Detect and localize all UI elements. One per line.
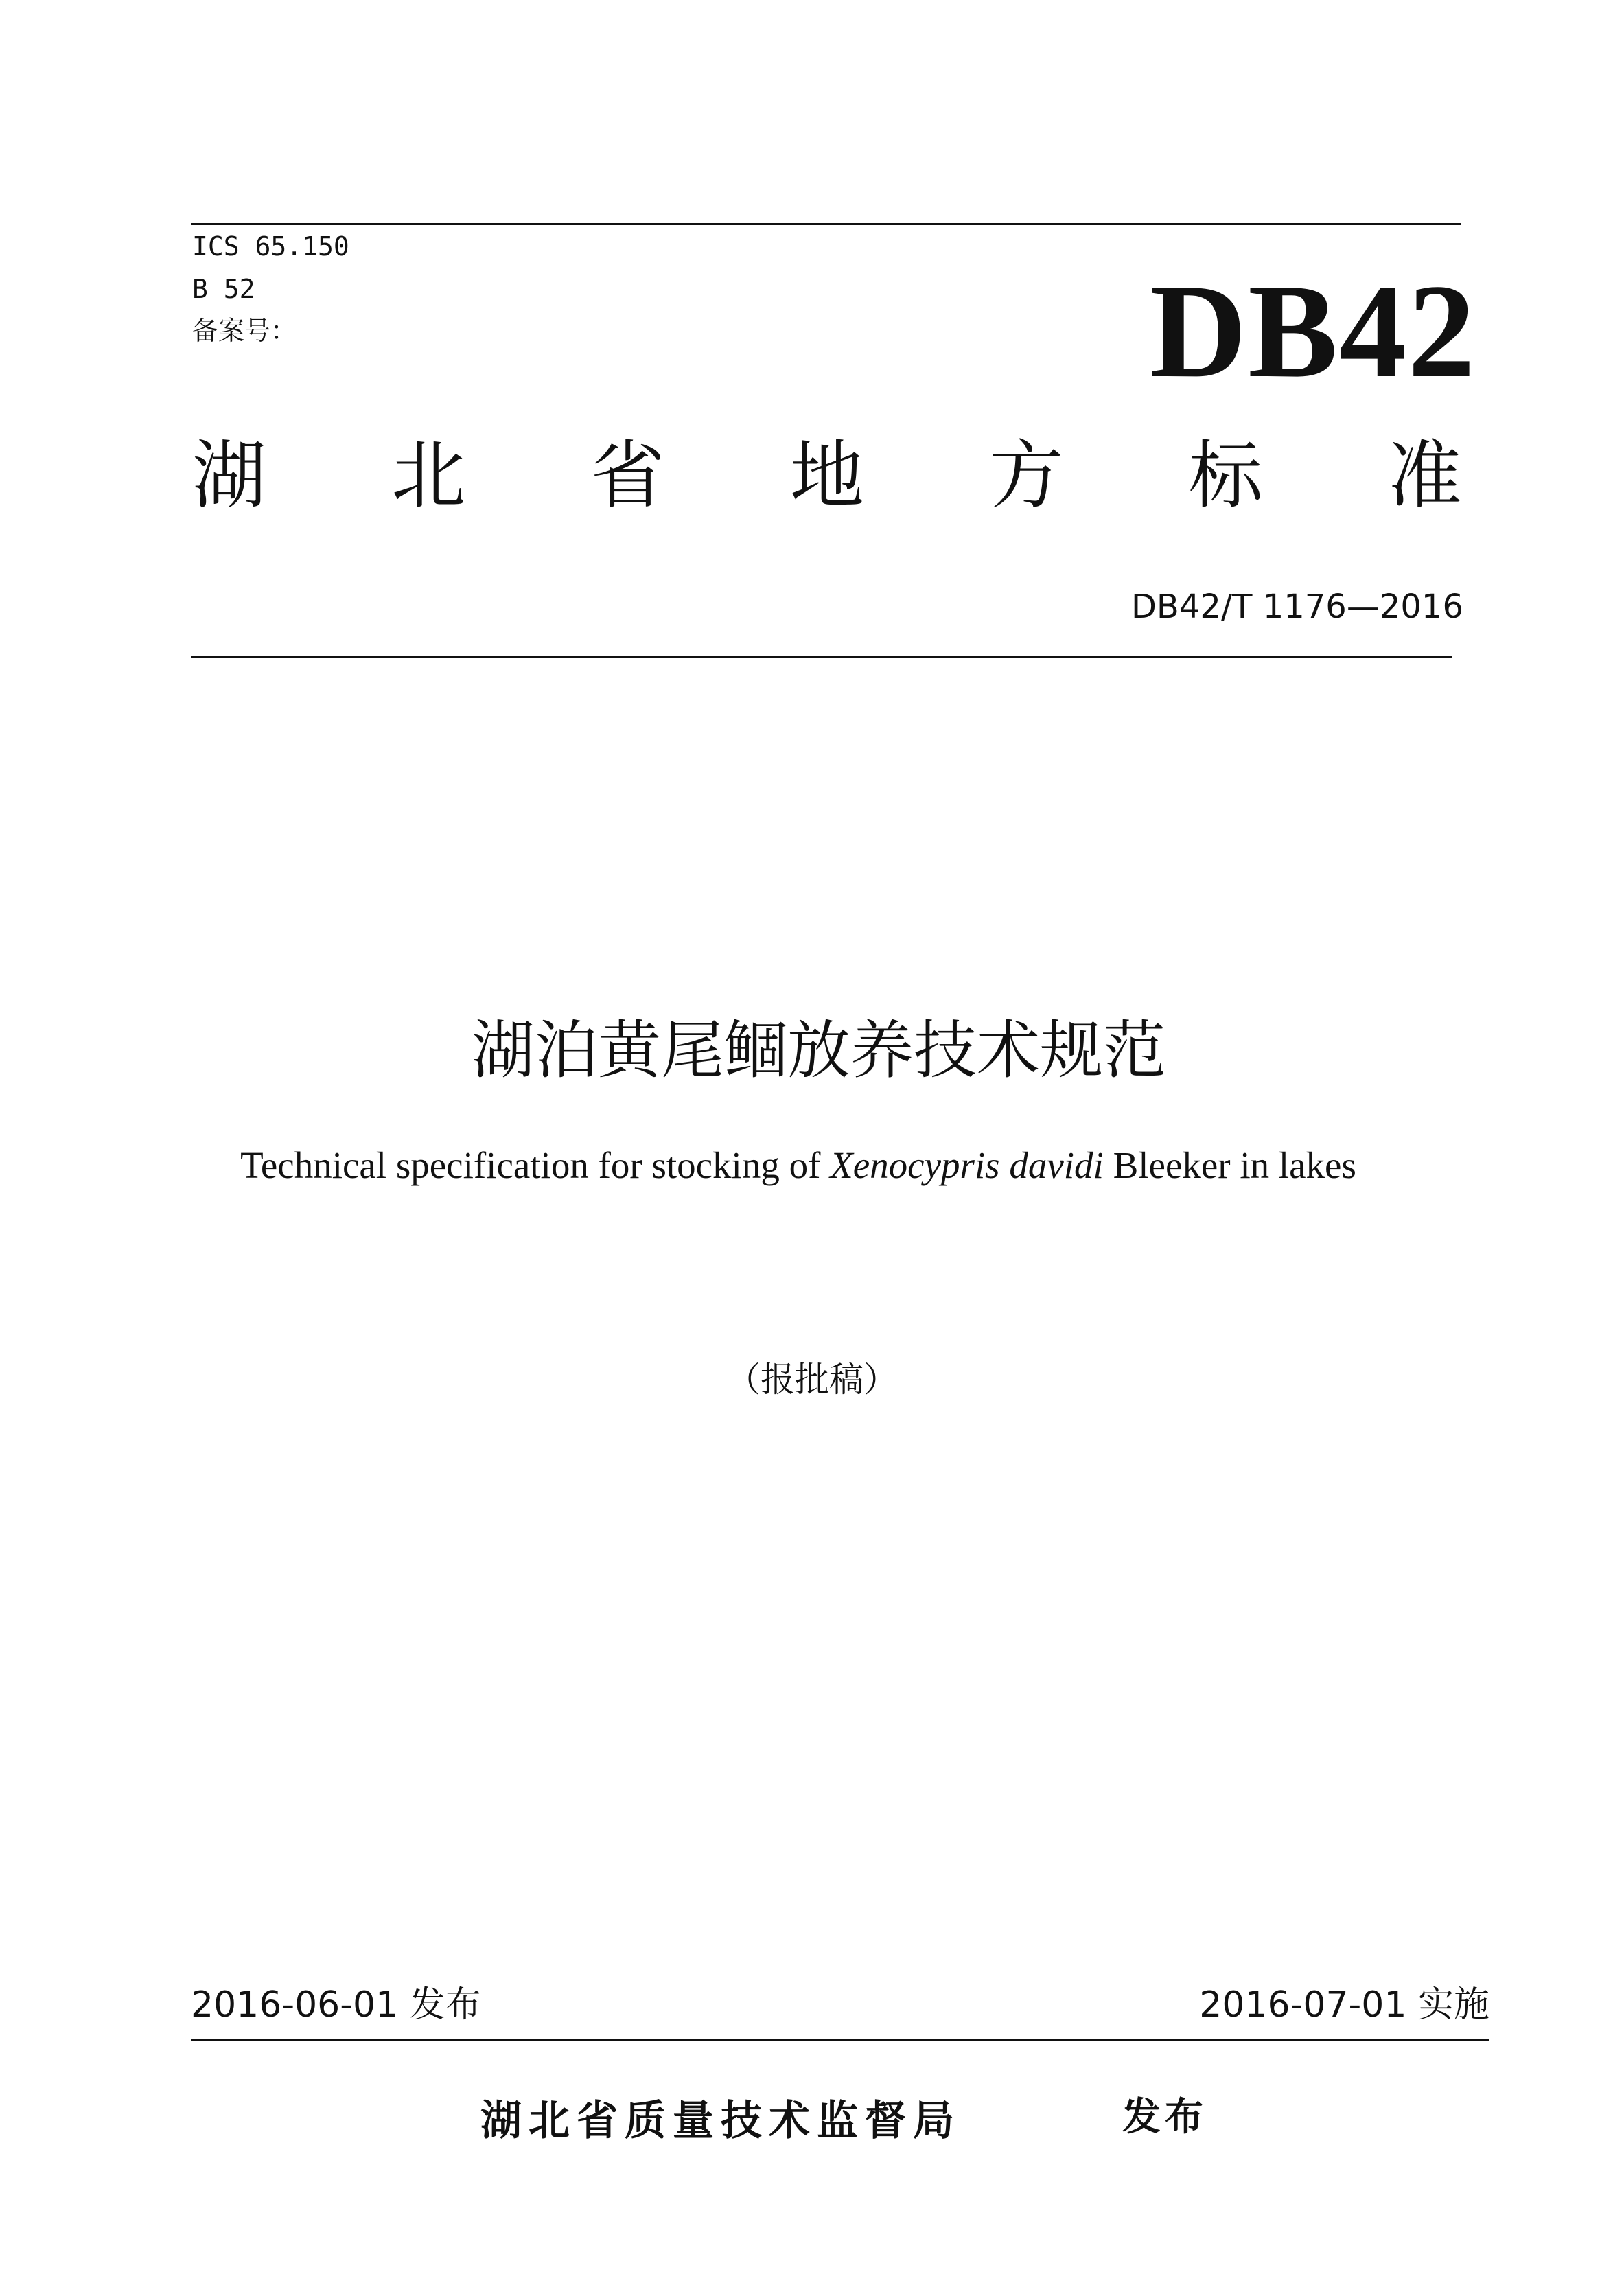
ics-code: ICS 65.150 <box>192 231 349 262</box>
top-rule <box>191 223 1461 225</box>
title-english-suffix: Bleeker in lakes <box>1103 1144 1356 1186</box>
ccs-code: B 52 <box>192 274 255 304</box>
standard-type-char: 地 <box>789 433 864 519</box>
standard-type-char: 标 <box>1188 433 1263 519</box>
standard-code: DB42/T 1176—2016 <box>1130 588 1463 626</box>
standard-type-char: 湖 <box>192 433 267 519</box>
issuing-authority: 湖北省质量技术监督局 <box>480 2097 961 2145</box>
record-number-label: 备案号： <box>192 316 297 346</box>
issuing-action: 发布 <box>1122 2095 1207 2140</box>
standard-type-heading <box>192 433 1462 519</box>
standard-type-char: 方 <box>989 433 1064 519</box>
standard-mark: DB42 <box>1149 257 1476 406</box>
title-english-species: Xenocypris davidi <box>830 1144 1104 1186</box>
draft-status: （报批稿） <box>726 1360 898 1400</box>
document-title-english <box>0 1146 1624 1184</box>
standard-type-char: 准 <box>1387 433 1462 519</box>
implement-date: 2016-07-01 实施 <box>1199 1984 1489 2026</box>
standard-type-char: 北 <box>391 433 466 519</box>
document-title-chinese: 湖泊黄尾鲴放养技术规范 <box>471 1014 1166 1087</box>
standard-type-char: 省 <box>590 433 665 519</box>
publish-date: 2016-06-01 发布 <box>191 1984 481 2026</box>
footer-rule <box>191 2039 1489 2041</box>
title-english-prefix: Technical specification for stocking of <box>240 1144 831 1186</box>
header-bottom-rule <box>191 656 1452 658</box>
